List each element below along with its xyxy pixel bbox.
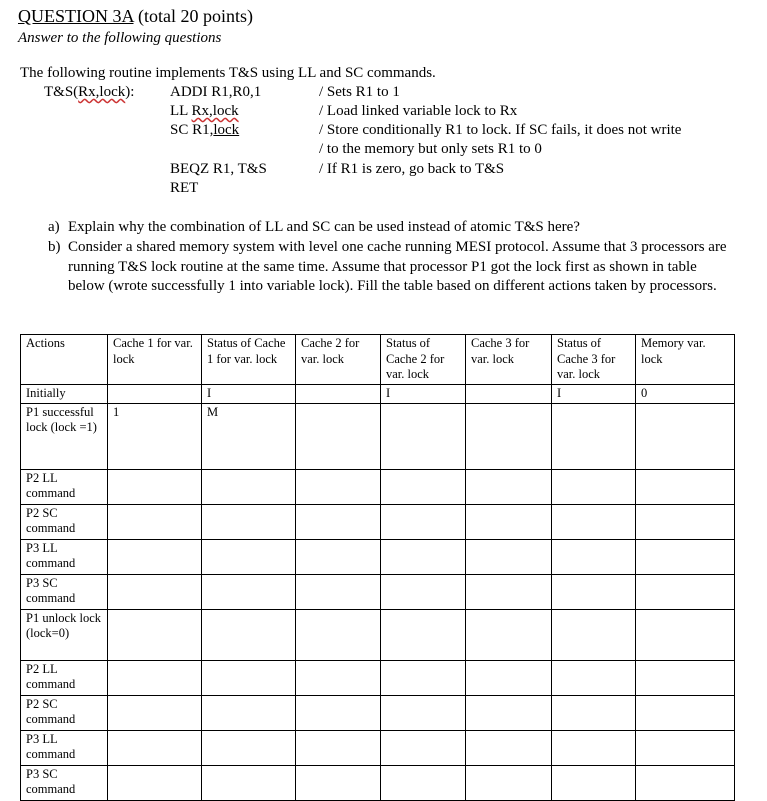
answer-cell[interactable] [466,765,552,800]
answer-table-body [21,335,735,801]
answer-cell[interactable] [296,384,381,403]
answer-cell[interactable] [108,469,202,504]
answer-cell[interactable] [296,609,381,660]
question-b-text: Consider a shared memory system with level one cache running MESI protocol. Assume that 3 processors are running T&S lock routine at the same time. Assume that processor P1 got the lock first as shown in table below (wrote successfully 1 into variable lock). Fill the table based on different actions taken by processors. [68,239,727,294]
answer-cell[interactable] [552,695,636,730]
question-label: QUESTION 3A [18,6,134,26]
action-cell: P2 SC command [21,504,108,539]
routine-comment-5: / If R1 is zero, go back to T&S [319,161,505,177]
table-header-row [21,335,735,385]
table-header-cell: Status of Cache 2 for var. lock [381,335,466,385]
answer-cell[interactable] [202,504,296,539]
answer-cell[interactable] [636,504,735,539]
answer-cell[interactable] [296,504,381,539]
table-row [21,469,735,504]
action-cell: P2 SC command [21,695,108,730]
question-a-text: Explain why the combination of LL and SC can be used instead of atomic T&S here? [68,219,580,235]
table-row [21,609,735,660]
question-points: (total 20 points) [133,6,253,26]
answer-cell[interactable] [466,384,552,403]
table-header-cell: Status of Cache 1 for var. lock [202,335,296,385]
routine-comment-3: / Store conditionally R1 to lock. If SC fails, it does not write [319,122,682,138]
answer-cell[interactable] [552,765,636,800]
answer-cell[interactable] [466,574,552,609]
routine-instr-3: SC R1,lock [170,122,240,138]
table-row [21,695,735,730]
table-header-cell: Cache 3 for var. lock [466,335,552,385]
question-subtitle: Answer to the following questions [18,30,222,46]
action-cell: P3 SC command [21,765,108,800]
answer-cell[interactable] [552,403,636,469]
answer-cell[interactable]: 1 [108,403,202,469]
answer-cell[interactable] [296,574,381,609]
answer-cell[interactable] [296,469,381,504]
answer-cell[interactable] [381,609,466,660]
answer-cell[interactable] [108,695,202,730]
question-b [48,238,738,318]
answer-cell[interactable] [381,695,466,730]
answer-cell[interactable] [381,539,466,574]
answer-cell[interactable] [636,765,735,800]
answer-cell[interactable] [381,574,466,609]
table-row [21,504,735,539]
answer-cell[interactable]: M [202,403,296,469]
answer-cell[interactable] [296,695,381,730]
routine-comment-2: / Load linked variable lock to Rx [319,103,518,119]
table-row [21,384,735,403]
table-row [21,730,735,765]
answer-cell[interactable] [202,695,296,730]
answer-cell[interactable] [381,403,466,469]
answer-cell[interactable] [466,504,552,539]
intro-text: The following routine implements T&S using LL and SC commands. [20,65,436,81]
question-a [48,218,738,238]
question-a-label: a) [48,219,60,235]
answer-cell[interactable] [202,660,296,695]
action-cell: P2 LL command [21,469,108,504]
answer-cell[interactable] [552,539,636,574]
table-row [21,403,735,469]
action-cell: P3 LL command [21,539,108,574]
answer-cell[interactable] [466,469,552,504]
answer-cell[interactable] [381,469,466,504]
answer-cell[interactable] [636,695,735,730]
answer-cell[interactable] [381,765,466,800]
routine-instr-1: ADDI R1,R0,1 [170,84,262,100]
answer-cell[interactable] [381,730,466,765]
answer-cell[interactable] [202,539,296,574]
table-header-cell: Cache 1 for var. lock [108,335,202,385]
answer-cell[interactable] [108,504,202,539]
answer-cell[interactable] [108,765,202,800]
answer-cell[interactable] [552,504,636,539]
answer-cell[interactable] [108,660,202,695]
answer-cell[interactable] [202,765,296,800]
answer-cell[interactable]: I [202,384,296,403]
answer-cell[interactable] [381,504,466,539]
table-row [21,660,735,695]
answer-cell[interactable] [466,730,552,765]
answer-cell[interactable] [202,609,296,660]
routine-comment-1: / Sets R1 to 1 [319,84,400,100]
table-row [21,539,735,574]
answer-cell[interactable] [108,730,202,765]
answer-cell[interactable] [636,609,735,660]
action-cell: P3 SC command [21,574,108,609]
table-header-cell: Actions [21,335,108,385]
answer-cell[interactable] [552,469,636,504]
answer-cell[interactable]: I [381,384,466,403]
answer-cell[interactable] [636,730,735,765]
routine-instr-5: BEQZ R1, T&S [170,161,267,177]
routine-label: T&S(Rx,lock): [44,84,135,100]
answer-cell[interactable] [296,765,381,800]
routine-comment-4: / to the memory but only sets R1 to 0 [319,141,542,157]
question-b-label: b) [48,239,61,255]
answer-cell[interactable] [466,695,552,730]
action-cell: P1 successful lock (lock =1) [21,403,108,469]
answer-cell[interactable] [296,539,381,574]
answer-cell[interactable] [636,660,735,695]
question-title [18,6,253,27]
answer-cell[interactable] [466,539,552,574]
answer-cell[interactable] [552,660,636,695]
answer-cell[interactable] [202,730,296,765]
answer-cell[interactable] [636,574,735,609]
action-cell: Initially [21,384,108,403]
answer-cell[interactable] [466,403,552,469]
answer-cell[interactable] [296,403,381,469]
answer-table [20,334,735,801]
answer-cell[interactable]: 0 [636,384,735,403]
answer-cell[interactable] [552,609,636,660]
answer-cell[interactable] [108,574,202,609]
answer-cell[interactable] [296,730,381,765]
answer-cell[interactable]: I [552,384,636,403]
action-cell: P2 LL command [21,660,108,695]
answer-cell[interactable] [636,469,735,504]
routine-label-arg: Rx,lock [78,84,126,100]
answer-cell[interactable] [636,403,735,469]
answer-cell[interactable] [466,660,552,695]
answer-cell[interactable] [108,609,202,660]
answer-cell[interactable] [466,609,552,660]
table-row [21,765,735,800]
action-cell: P3 LL command [21,730,108,765]
routine-instr-6: RET [170,180,199,196]
table-header-cell: Cache 2 for var. lock [296,335,381,385]
answer-cell[interactable] [636,539,735,574]
answer-cell[interactable] [108,539,202,574]
table-row [21,574,735,609]
table-header-cell: Status of Cache 3 for var. lock [552,335,636,385]
answer-cell[interactable] [108,384,202,403]
answer-cell[interactable] [552,730,636,765]
answer-cell[interactable] [202,574,296,609]
table-header-cell: Memory var. lock [636,335,735,385]
answer-cell[interactable] [296,660,381,695]
answer-cell[interactable] [381,660,466,695]
action-cell: P1 unlock lock (lock=0) [21,609,108,660]
routine-instr-2: LL Rx,lock [170,103,239,119]
answer-cell[interactable] [202,469,296,504]
answer-cell[interactable] [552,574,636,609]
